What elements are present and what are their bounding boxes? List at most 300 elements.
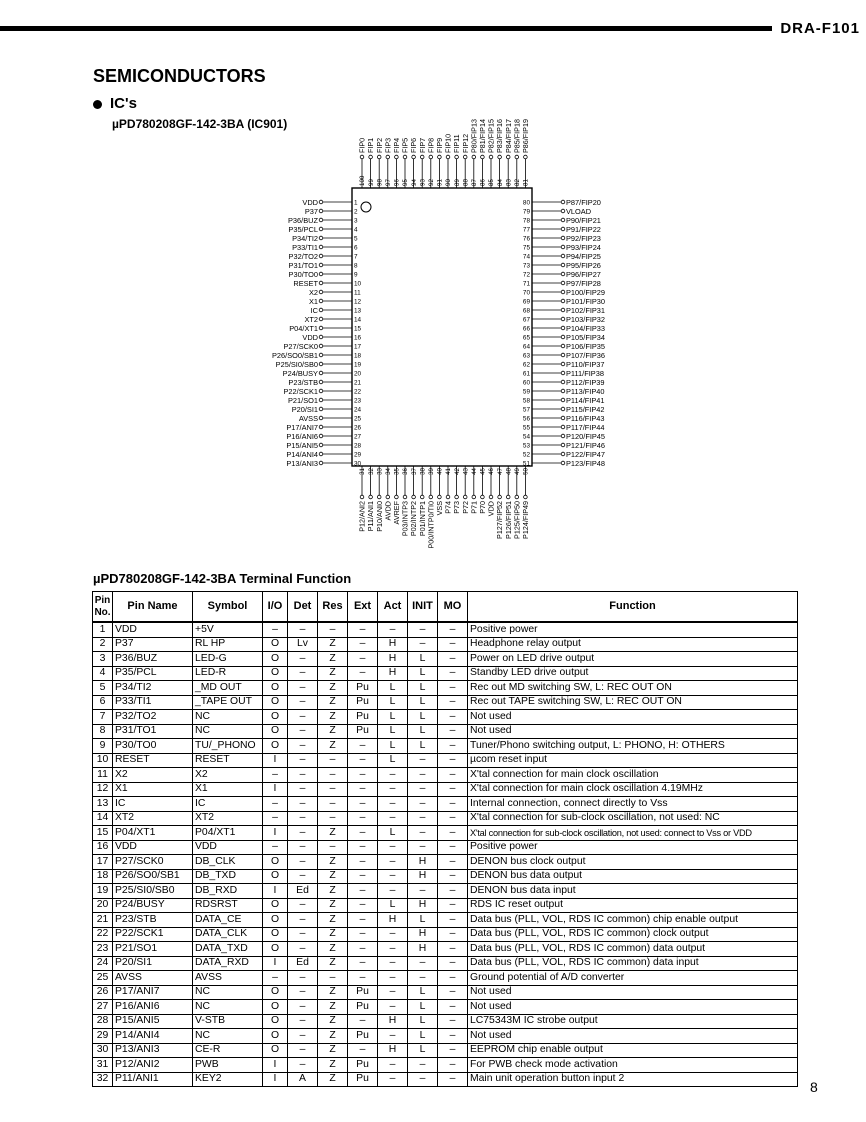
table-cell: AVSS	[193, 971, 263, 986]
table-cell: _TAPE OUT	[193, 695, 263, 710]
table-cell: –	[348, 797, 378, 812]
pin-number: 47	[496, 468, 504, 475]
chip-body	[352, 188, 532, 466]
table-cell: 3	[93, 652, 113, 667]
pin-terminal	[319, 308, 323, 312]
table-row	[93, 927, 798, 942]
table-cell: 10	[93, 753, 113, 768]
pin-terminal	[561, 371, 565, 375]
table-cell: X'tal connection for main clock oscillation 4.19MHz	[468, 782, 798, 797]
table-cell: –	[408, 811, 438, 826]
pin-terminal	[561, 398, 565, 402]
table-cell: –	[348, 942, 378, 957]
table-cell: Z	[318, 724, 348, 739]
pin-number: 59	[522, 388, 530, 396]
col-header: Det	[288, 592, 318, 623]
pin-number: 70	[522, 289, 530, 297]
table-cell: RDS IC reset output	[468, 898, 798, 913]
pin-label: P91/FIP22	[566, 224, 601, 234]
table-cell: O	[263, 913, 288, 928]
pin-label: FIP9	[435, 137, 444, 153]
table-cell: H	[378, 666, 408, 681]
table-cell: Data bus (PLL, VOL, RDS IC common) data input	[468, 956, 798, 971]
pin-terminal	[455, 495, 459, 499]
pin-label: P21/SO1	[288, 395, 318, 405]
table-cell: –	[288, 985, 318, 1000]
table-cell: –	[438, 768, 468, 783]
pin-terminal	[506, 495, 510, 499]
pin-terminal	[360, 495, 364, 499]
pin-terminal	[561, 218, 565, 222]
table-cell: –	[408, 971, 438, 986]
table-cell: –	[348, 869, 378, 884]
table-cell: –	[438, 710, 468, 725]
table-cell: H	[378, 913, 408, 928]
pin-terminal	[506, 155, 510, 159]
table-cell: P36/BUZ	[113, 652, 193, 667]
pin-number: 71	[522, 280, 530, 288]
table-cell: I	[263, 826, 288, 841]
pin-terminal	[498, 155, 502, 159]
pin-label: P123/FIP48	[566, 458, 606, 468]
pin-terminal	[515, 495, 519, 499]
table-cell: Z	[318, 637, 348, 652]
table-cell: L	[408, 724, 438, 739]
pin-label: P116/FIP43	[566, 413, 605, 423]
table-cell: –	[438, 724, 468, 739]
pin-number: 77	[522, 226, 530, 234]
table-cell: O	[263, 985, 288, 1000]
table-row	[93, 1043, 798, 1058]
pin-label: P31/TO1	[288, 260, 318, 270]
bullet-icon	[93, 100, 102, 109]
pin-number: 88	[462, 179, 470, 186]
table-cell: P30/TO0	[113, 739, 193, 754]
chip-name: µPD780208GF-142-3BA (IC901)	[112, 117, 288, 131]
pin-terminal	[319, 461, 323, 465]
table-cell: VDD	[193, 840, 263, 855]
table-cell: –	[438, 971, 468, 986]
table-cell: LED-G	[193, 652, 263, 667]
table-cell: 22	[93, 927, 113, 942]
pin-terminal	[360, 155, 364, 159]
table-cell: –	[438, 797, 468, 812]
table-cell: H	[378, 652, 408, 667]
pin-number: 8	[354, 262, 358, 270]
pin-terminal	[561, 299, 565, 303]
pin-label: VLOAD	[566, 206, 592, 216]
table-cell: X'tal connection for sub-clock oscillation, not used: connect to Vss or VDD	[468, 826, 798, 841]
pin-label: VDD	[486, 501, 496, 517]
table-cell: For PWB check mode activation	[468, 1058, 798, 1073]
table-cell: P11/ANI1	[113, 1072, 193, 1087]
table-cell: RL HP	[193, 637, 263, 652]
pin-terminal	[386, 155, 390, 159]
pin-label: P122/FIP47	[566, 449, 606, 459]
table-cell: P16/ANI6	[113, 1000, 193, 1015]
pin-label: FIP0	[357, 137, 367, 153]
table-cell: Pu	[348, 1000, 378, 1015]
pin-terminal	[386, 495, 390, 499]
pin-label: P25/SI0/SB0	[275, 359, 318, 369]
table-cell: Ed	[288, 884, 318, 899]
table-cell: IC	[193, 797, 263, 812]
table-cell: –	[318, 971, 348, 986]
pin-label: P14/ANI4	[286, 449, 318, 459]
table-cell: –	[288, 768, 318, 783]
table-cell: P14/ANI4	[113, 1029, 193, 1044]
table-cell: VDD	[113, 622, 193, 637]
pin-label: P20/SI1	[291, 404, 318, 414]
table-cell: –	[408, 753, 438, 768]
pin-terminal	[420, 495, 424, 499]
pin-label: P04/XT1	[289, 323, 318, 333]
table-cell: –	[263, 797, 288, 812]
table-row	[93, 681, 798, 696]
table-cell: L	[408, 913, 438, 928]
table-cell: –	[348, 652, 378, 667]
table-cell: –	[348, 1014, 378, 1029]
table-cell: –	[288, 826, 318, 841]
terminal-function-title: µPD780208GF-142-3BA Terminal Function	[93, 571, 352, 586]
pin-number: 69	[522, 298, 530, 306]
table-cell: L	[408, 739, 438, 754]
pin-terminal	[319, 416, 323, 420]
table-cell: P23/STB	[113, 913, 193, 928]
pin-terminal	[319, 353, 323, 357]
pin-terminal	[403, 495, 407, 499]
table-cell: KEY2	[193, 1072, 263, 1087]
table-cell: Z	[318, 942, 348, 957]
table-cell: _MD OUT	[193, 681, 263, 696]
table-cell: I	[263, 782, 288, 797]
table-cell: –	[288, 1058, 318, 1073]
pin-number: 15	[354, 325, 362, 333]
pin-terminal	[481, 495, 485, 499]
table-cell: O	[263, 942, 288, 957]
table-cell: µcom reset input	[468, 753, 798, 768]
table-cell: Pu	[348, 985, 378, 1000]
pin-terminal	[429, 155, 433, 159]
table-cell: –	[288, 855, 318, 870]
pin-number: 25	[354, 415, 362, 423]
table-cell: –	[288, 1029, 318, 1044]
table-cell: –	[438, 637, 468, 652]
pin-label: FIP6	[409, 137, 419, 153]
table-cell: EEPROM chip enable output	[468, 1043, 798, 1058]
table-cell: 15	[93, 826, 113, 841]
pin-number: 5	[354, 235, 358, 243]
table-cell: DB_TXD	[193, 869, 263, 884]
table-cell: Z	[318, 956, 348, 971]
table-cell: –	[438, 652, 468, 667]
table-cell: O	[263, 681, 288, 696]
table-cell: 19	[93, 884, 113, 899]
table-cell: –	[348, 956, 378, 971]
pin-terminal	[561, 443, 565, 447]
pin-number: 100	[359, 175, 367, 186]
table-cell: P04/XT1	[113, 826, 193, 841]
pin-label: AVREF	[392, 501, 401, 525]
pin-terminal	[561, 290, 565, 294]
pin-terminal	[438, 495, 442, 499]
pin-terminal	[561, 317, 565, 321]
pin-number: 20	[354, 370, 362, 378]
col-header: MO	[438, 592, 468, 623]
pin-label: IC	[310, 305, 318, 315]
pin-terminal	[319, 281, 323, 285]
table-cell: O	[263, 1000, 288, 1015]
pin-label: P81/FIP14	[478, 119, 487, 153]
table-cell: Positive power	[468, 840, 798, 855]
pin-number: 10	[354, 280, 362, 288]
pin-number: 2	[354, 208, 358, 216]
table-cell: DENON bus data input	[468, 884, 798, 899]
pin-label: P24/BUSY	[282, 368, 318, 378]
table-cell: X'tal connection for main clock oscillation	[468, 768, 798, 783]
pin-number: 60	[522, 379, 530, 387]
table-cell: –	[348, 637, 378, 652]
table-cell: P15/ANI5	[113, 1014, 193, 1029]
pin-label: P34/TI2	[292, 233, 318, 243]
table-cell: 13	[93, 797, 113, 812]
pin-label: X2	[308, 287, 318, 297]
table-cell: –	[318, 622, 348, 637]
pin-label: P13/ANI3	[286, 458, 318, 468]
pin-number: 37	[410, 468, 418, 475]
table-cell: Z	[318, 1029, 348, 1044]
table-cell: RESET	[113, 753, 193, 768]
table-cell: 17	[93, 855, 113, 870]
pin-label: P27/SCK0	[283, 341, 318, 351]
table-cell: Main unit operation button input 2	[468, 1072, 798, 1087]
table-cell: 24	[93, 956, 113, 971]
section-title: SEMICONDUCTORS	[93, 66, 266, 86]
pin-number: 54	[522, 433, 530, 441]
table-cell: Z	[318, 985, 348, 1000]
table-cell: Z	[318, 927, 348, 942]
pin-number: 30	[354, 460, 362, 468]
pin-number: 87	[471, 179, 478, 186]
table-row	[93, 840, 798, 855]
table-cell: X1	[113, 782, 193, 797]
table-cell: –	[288, 652, 318, 667]
table-cell: –	[378, 855, 408, 870]
table-cell: 28	[93, 1014, 113, 1029]
table-cell: Rec out MD switching SW, L: REC OUT ON	[468, 681, 798, 696]
table-cell: 20	[93, 898, 113, 913]
pin-number: 44	[471, 468, 478, 475]
pin-terminal	[319, 380, 323, 384]
table-cell: P35/PCL	[113, 666, 193, 681]
table-cell: –	[263, 811, 288, 826]
table-cell: P24/BUSY	[113, 898, 193, 913]
table-cell: –	[438, 869, 468, 884]
pin-number: 80	[522, 199, 530, 207]
pin-number: 75	[522, 244, 530, 252]
table-cell: –	[318, 768, 348, 783]
table-cell: L	[378, 753, 408, 768]
table-cell: 5	[93, 681, 113, 696]
table-cell: –	[288, 942, 318, 957]
table-cell: X'tal connection for sub-clock oscillation, not used: NC	[468, 811, 798, 826]
table-cell: Z	[318, 1000, 348, 1015]
table-cell: –	[288, 1043, 318, 1058]
table-cell: Z	[318, 884, 348, 899]
pin-number: 64	[522, 343, 530, 351]
pin-number: 79	[522, 208, 530, 216]
pin-label: P83/FIP16	[495, 119, 505, 153]
table-cell: 31	[93, 1058, 113, 1073]
pin-terminal	[319, 434, 323, 438]
table-cell: NC	[193, 1029, 263, 1044]
ic-pinout-diagram	[240, 112, 640, 567]
table-cell: –	[408, 1058, 438, 1073]
pin-number: 29	[354, 451, 362, 459]
table-cell: –	[378, 1000, 408, 1015]
table-cell: 27	[93, 1000, 113, 1015]
table-cell: VDD	[113, 840, 193, 855]
pin-label: P112/FIP39	[566, 377, 605, 387]
pin-terminal	[561, 326, 565, 330]
col-header: Ext	[348, 592, 378, 623]
table-cell: TU/_PHONO	[193, 739, 263, 754]
pin-label: P101/FIP30	[566, 296, 606, 306]
table-cell: –	[438, 898, 468, 913]
table-cell: Tuner/Phono switching output, L: PHONO, H: OTHERS	[468, 739, 798, 754]
pin-number: 89	[453, 179, 461, 186]
col-header: Pin No.	[93, 592, 113, 623]
pin-number: 27	[354, 433, 362, 441]
table-cell: RDSRST	[193, 898, 263, 913]
table-cell: L	[408, 652, 438, 667]
pin-terminal	[319, 254, 323, 258]
pin-number: 31	[359, 468, 367, 475]
pin-number: 55	[522, 424, 530, 432]
table-cell: –	[348, 826, 378, 841]
pin-terminal	[319, 425, 323, 429]
pin-terminal	[561, 245, 565, 249]
pin-number: 16	[354, 334, 362, 342]
table-cell: –	[348, 753, 378, 768]
pin-label: P92/FIP23	[566, 233, 601, 243]
pin-number: 76	[522, 235, 530, 243]
table-cell: –	[438, 753, 468, 768]
pin-label: VDD	[302, 197, 318, 207]
table-cell: –	[288, 681, 318, 696]
table-cell: 26	[93, 985, 113, 1000]
table-cell: 23	[93, 942, 113, 957]
ics-heading	[93, 95, 137, 112]
table-cell: Z	[318, 710, 348, 725]
table-cell: 18	[93, 869, 113, 884]
pin-number: 85	[488, 179, 496, 186]
table-cell: 29	[93, 1029, 113, 1044]
table-cell: –	[378, 971, 408, 986]
table-cell: –	[378, 869, 408, 884]
table-cell: –	[318, 797, 348, 812]
pin-number: 98	[376, 179, 384, 186]
table-row	[93, 884, 798, 899]
pin-terminal	[319, 407, 323, 411]
table-cell: Pu	[348, 1072, 378, 1087]
table-cell: –	[348, 884, 378, 899]
table-cell: P22/SCK1	[113, 927, 193, 942]
table-cell: –	[438, 855, 468, 870]
pin-number: 6	[354, 244, 358, 252]
table-cell: A	[288, 1072, 318, 1087]
pin-label: P03/INTP3	[400, 501, 410, 537]
table-cell: Z	[318, 869, 348, 884]
pin-terminal	[319, 389, 323, 393]
table-cell: P13/ANI3	[113, 1043, 193, 1058]
table-cell: L	[408, 666, 438, 681]
table-cell: O	[263, 1043, 288, 1058]
pin-number: 26	[354, 424, 362, 432]
pin-terminal	[455, 155, 459, 159]
table-cell: –	[348, 913, 378, 928]
table-row	[93, 782, 798, 797]
table-cell: –	[348, 840, 378, 855]
pin-label: FIP2	[374, 137, 384, 153]
table-cell: L	[378, 826, 408, 841]
pin-number: 24	[354, 406, 362, 414]
pin-label: P126/FIP51	[503, 501, 513, 539]
pin-number: 82	[514, 179, 521, 186]
table-cell: –	[378, 797, 408, 812]
pin-number: 33	[376, 468, 384, 475]
table-cell: H	[408, 855, 438, 870]
table-row	[93, 942, 798, 957]
table-cell: –	[348, 811, 378, 826]
table-cell: –	[378, 622, 408, 637]
pin-number: 94	[410, 179, 418, 186]
pin-label: P22/SCK1	[283, 386, 318, 396]
pin-number: 38	[419, 468, 427, 475]
pin-label: P35/PCL	[288, 224, 318, 234]
pin-terminal	[377, 155, 381, 159]
table-cell: DATA_CE	[193, 913, 263, 928]
table-cell: Not used	[468, 1000, 798, 1015]
table-cell: –	[438, 1014, 468, 1029]
pin-number: 90	[445, 179, 453, 186]
pin-label: P74	[443, 501, 453, 514]
table-cell: –	[438, 1043, 468, 1058]
table-cell: Z	[318, 681, 348, 696]
table-cell: –	[378, 811, 408, 826]
pin-terminal	[489, 495, 493, 499]
table-cell: I	[263, 753, 288, 768]
table-cell: –	[288, 753, 318, 768]
pin-terminal	[319, 290, 323, 294]
table-cell: O	[263, 666, 288, 681]
pin-terminal	[369, 495, 373, 499]
table-cell: –	[288, 622, 318, 637]
pin-number: 52	[522, 451, 530, 459]
table-cell: –	[438, 913, 468, 928]
table-cell: –	[318, 840, 348, 855]
table-cell: P12/ANI2	[113, 1058, 193, 1073]
table-cell: NC	[193, 710, 263, 725]
table-cell: Pu	[348, 695, 378, 710]
pin-number: 86	[479, 179, 487, 186]
table-row	[93, 724, 798, 739]
pin-label: P37	[304, 206, 318, 216]
table-cell: Z	[318, 855, 348, 870]
pin-number: 72	[522, 271, 530, 279]
table-cell: Pu	[348, 710, 378, 725]
table-cell: P21/SO1	[113, 942, 193, 957]
